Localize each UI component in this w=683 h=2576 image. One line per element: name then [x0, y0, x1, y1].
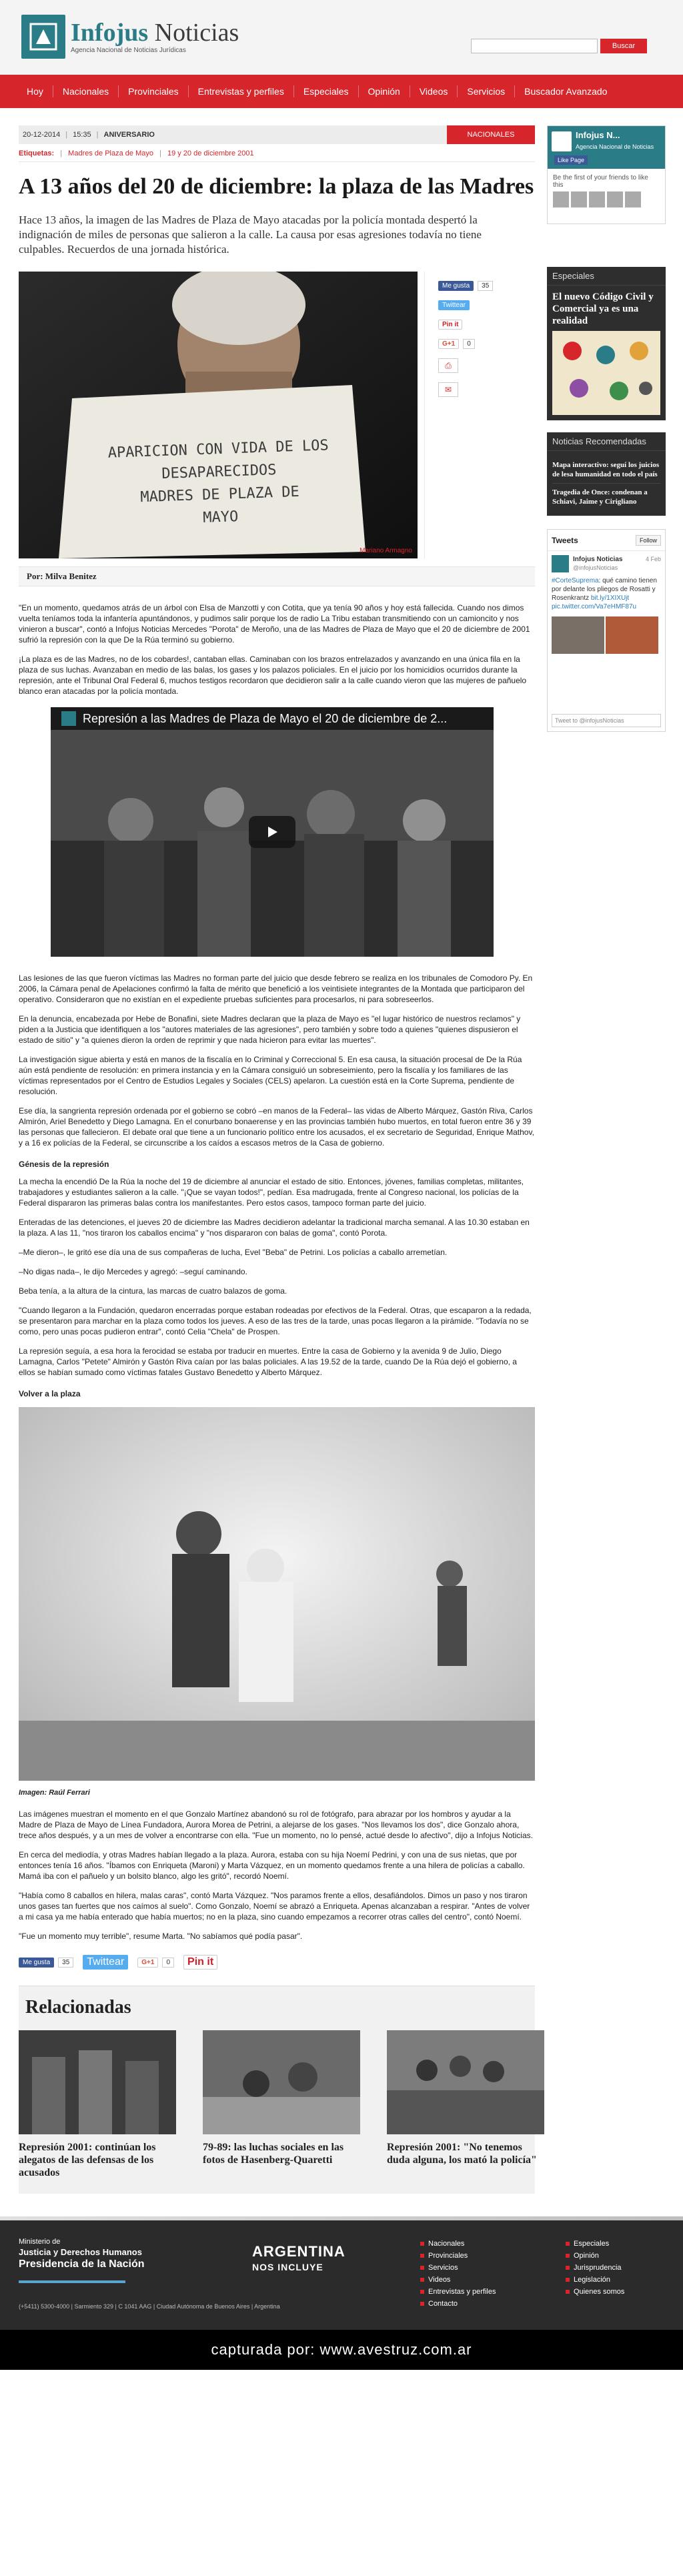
video-title: Represión a las Madres de Plaza de Mayo el 20 de diciembre de 2... [51, 707, 494, 730]
logo-title: Infojus Noticias [71, 18, 239, 47]
related-title-link[interactable]: 79-89: las luchas sociales en las fotos de Hasenberg-Quaretti [203, 2142, 344, 2166]
especiales-head: Especiales [547, 267, 666, 286]
page-logo-icon [552, 131, 572, 151]
nav-item-entrevistas[interactable]: Entrevistas y perfiles [189, 85, 294, 97]
google-plus-button[interactable]: G+1 [438, 339, 459, 349]
article-paragraph: La investigación sigue abierta y está en manos de la fiscalía en lo Criminal y Correccional 5. En esa causa, la situación procesal de De la Rúa aún está pendiente de resolución: en primera instancia y en la Cámara consiguió un sobreseimiento, pero la fiscalía y los familiares de las víctimas representados por el Centro de Estudios Legales y Sociales (CELS) apelaron. La cuestión está en la Corte Suprema, pendiente de resolución. [19, 1055, 522, 1096]
nav-item-nacionales[interactable]: Nacionales [53, 85, 119, 97]
main-nav [0, 75, 683, 108]
sign-line: MADRES DE PLAZA DE [139, 483, 300, 506]
avatar[interactable] [552, 555, 569, 572]
nav-item-hoy[interactable]: Hoy [17, 85, 53, 97]
footer-link[interactable]: Contacto [428, 2300, 458, 2308]
tweet-date: 4 Feb [645, 556, 661, 562]
protest-photo-image [19, 1407, 535, 1781]
recomendadas-box [547, 432, 666, 516]
footer-link[interactable]: Nacionales [428, 2240, 465, 2248]
article-subheading: Volver a la plaza [19, 1389, 81, 1398]
nav-item-especiales[interactable]: Especiales [294, 85, 359, 97]
search-button[interactable]: Buscar [600, 39, 647, 53]
article-paragraph: Las imágenes muestran el momento en el que Gonzalo Martínez abandonó su rol de fotógrafo, para abrazar por los hombros y ayudar a la Madre de Plaza de Mayo de Línea Fundadora, Aurora Morea de Petrini, a alejarse de los gases. "Nos llevamos los dos", dice Gonzalo ahora, trece años después, y a un mes de volver a encontrarse con ella. "Fue un momento, no lo pensé, actué desde lo afectivo", dijo a Infojus Noticias. [19, 1809, 533, 1840]
tweets-head: Tweets [552, 535, 578, 545]
article-paragraph: –No digas nada–, le dijo Mercedes y agregó: –seguí caminando. [19, 1267, 247, 1276]
sign-line: DESAPARECIDOS [161, 462, 277, 483]
tweet-link[interactable]: bit.ly/1XIXUjt pic.twitter.com/Va7eHMF87u [552, 594, 637, 610]
article-time: 15:35 [73, 131, 91, 139]
related-card[interactable] [387, 2030, 544, 2179]
twitter-share-button[interactable]: Twittear [438, 300, 470, 310]
article-body [19, 602, 535, 1942]
article-paragraph: "Había como 8 caballos en hilera, malas caras", contó Marta Vázquez. "Nos paramos frente a ellos, desafiándolos. Dimos un paso y nos tiraron unos gases tan fuertes que nos caímos al suelo". Como Gonzalo, Noemí se abrazó a Enriqueta. Apenas alcanzaban a respirar. "Antes de volver a mi casa ya me había enterado que había muertos; no en la plaza, sino cuando empezamos a recorrer otras calles del centro", contó Noemí. [19, 1891, 530, 1921]
fb-friends-text: Be the first of your friends to like this [553, 174, 648, 189]
article-paragraph: –Me dieron–, le gritó ese día una de sus compañeras de lucha, Evel "Beba" de Petrini. Los policías a caballo arremetían. [19, 1248, 448, 1257]
footer-links-col1 [420, 2238, 496, 2310]
related-card[interactable] [203, 2030, 360, 2179]
footer-argentina: ARGENTINA [252, 2243, 346, 2260]
google-plus-count: 0 [463, 339, 475, 349]
article-paragraph: En la denuncia, encabezada por Hebe de Bonafini, siete Madres declaran que la plaza de Mayo es "el lugar histórico de nuestros reclamos" y piden a la Justicia que identifiquen a los "autores materiales de las agresiones", pero también y sobre todo a quienes "quienes dispusieron el estado de sitio" y "a quienes dieron la orden de reprimir y que nada hicieron para evitar las muertes". [19, 1014, 521, 1045]
search-bar [471, 39, 647, 53]
fb-page-name[interactable]: Infojus N... [576, 130, 620, 140]
footer-link[interactable]: Entrevistas y perfiles [428, 2288, 496, 2296]
photo-caption: Imagen: Raúl Ferrari [19, 1789, 90, 1797]
article-paragraph: Ese día, la sangrienta represión ordenada por el gobierno se cobró –en manos de la Federal– las vidas de Alberto Márquez, Gastón Riva, Carlos Almirón, Ariel Benedetto y Diego Lamagna. En el conurbano bonaerense y en las provincias también hubo muertos, en total fueron entre 36 y 39 las personas que fallecieron. El debate oral que tiene a un funcionario político entre los acusados, el ex secretario de Seguridad, Enrique Mathov, y a 16 ex policías de la Federal, se circunscribe a los caídos a escasos metros de la Casa de gobierno. [19, 1106, 534, 1148]
share-bar-bottom [19, 1955, 535, 1970]
twitter-share-button[interactable]: Twittear [83, 1955, 128, 1970]
avatar[interactable] [589, 191, 605, 207]
tweet-media[interactable] [552, 616, 661, 654]
hero-credit: Mariano Armagno [360, 547, 412, 554]
twitter-follow-button[interactable]: Follow [636, 535, 661, 546]
related-section [19, 1986, 535, 2194]
logo-icon [21, 15, 65, 59]
article-paragraph: La mecha la encendió De la Rúa la noche del 19 de diciembre al anunciar el estado de sitio. Entonces, jóvenes, familias completas, militantes, trabajadores y estudiantes salieron a la calle. "¡Que se vayan todos!", pedían. Esa madrugada, frente al Congreso nacional, los policías de la Federal dispararon las primeras balas contra los manifestantes. Pero estos casos, tampoco forman parte del juicio. [19, 1177, 524, 1208]
article-kicker: ANIVERSARIO [103, 131, 155, 139]
tweet-to-input[interactable]: Tweet to @infojusNoticias [552, 714, 661, 727]
article-author: Por: Milva Benitez [19, 566, 535, 586]
nav-item-videos[interactable]: Videos [410, 85, 458, 97]
footer-link[interactable]: Jurisprudencia [574, 2264, 622, 2272]
protest-photo [19, 1407, 535, 1781]
capture-banner: capturada por: www.avestruz.com.ar [0, 2330, 683, 2370]
video-player[interactable] [51, 707, 494, 957]
pinterest-button[interactable]: Pin it [183, 1955, 217, 1970]
site-logo[interactable] [21, 15, 239, 59]
related-title-link[interactable]: Represión 2001: "No tenemos duda alguna, los mató la policía" [387, 2142, 537, 2166]
avatar[interactable] [625, 191, 641, 207]
article-main [19, 125, 535, 2194]
article-date: 20-12-2014 [23, 131, 61, 139]
google-plus-count: 0 [162, 1958, 174, 1968]
facebook-like-count: 35 [478, 281, 493, 291]
article-lead: Hace 13 años, la imagen de las Madres de Plaza de Mayo atacadas por la policía montada despertó la indignación de miles de personas que salieron a la calle. La causa por esas agresiones todavía no tiene culpables. Recuerdos de una jornada histórica. [19, 213, 482, 256]
section-badge[interactable]: NACIONALES [447, 125, 535, 144]
print-icon[interactable]: ⎙ [438, 358, 458, 373]
article-paragraph: "Cuando llegaron a la Fundación, quedaron encerradas porque estaban rodeadas por efectivos de la Federal. Otras, que escaparon a la redada, se presentaron para marchar en la plaza como todos los jueves. A eso de las tres de la tarde, unas pocas llegaron a la pirámide. "Todavía no se como, pero unas pocas pudieron entrar", contó Celia "Chela" de Prospen. [19, 1306, 532, 1336]
nav-item-servicios[interactable]: Servicios [458, 85, 515, 97]
pinterest-button[interactable]: Pin it [438, 320, 462, 330]
facebook-like-button[interactable]: Me gusta [19, 1958, 54, 1968]
related-title: Relacionadas [25, 1997, 131, 2018]
hero-photo [19, 272, 418, 558]
footer-link[interactable]: Opinión [574, 2252, 599, 2260]
mail-icon[interactable]: ✉ [438, 382, 458, 397]
footer-link[interactable]: Quienes somos [574, 2288, 625, 2296]
facebook-page-widget [547, 125, 666, 224]
footer-link[interactable]: Legislación [574, 2276, 611, 2284]
nav-item-opinion[interactable]: Opinión [359, 85, 410, 97]
footer-link[interactable]: Videos [428, 2276, 451, 2284]
fb-faces [548, 191, 665, 207]
play-icon[interactable] [249, 816, 295, 848]
especiales-box [547, 267, 666, 420]
footer-address: (+5411) 5300-4000 | Sarmiento 329 | C 1041 AAG | Ciudad Autónoma de Buenos Aires | Argentina [19, 2303, 280, 2310]
nav-item-buscador[interactable]: Buscador Avanzado [524, 86, 608, 97]
article-paragraph: La represión seguía, a esa hora la ferocidad se estaba por traducir en muertes. Entre la casa de Gobierno y la avenida 9 de Julio, Diego Lamagna, Carlos "Petete" Almirón y Gastón Riva caían por las balas policiales. A las 19.52 de la tarde, cuando De la Rúa dejó el gobierno, a ellos se habían sumado como víctimas fatales Gustavo Benedetto y Alberto Márquez. [19, 1346, 517, 1377]
especiales-image[interactable] [552, 331, 660, 415]
sidebar [547, 125, 666, 2194]
tweet-author[interactable]: Infojus Noticias [573, 556, 623, 563]
article-title: A 13 años del 20 de diciembre: la plaza de las Madres [19, 174, 534, 199]
article-tags: Etiquetas: | Madres de Plaza de Mayo | 19 y 20 de diciembre 2001 [19, 149, 535, 162]
footer-nos-incluye: NOS INCLUYE [252, 2262, 323, 2272]
article-paragraph: Las lesiones de las que fueron víctimas las Madres no forman parte del juicio que desde febrero se realiza en los tribunales de Comodoro Py. En 2006, la Cámara penal de Apelaciones confirmó la falta de mérito que benefició a los veintisiete integrantes de la Montada que participaron del operativo. Consideraron que no existían en el expediente pruebas suficientes para procesarlos, ni para sobreseerlos. [19, 973, 533, 1004]
search-input[interactable] [471, 39, 598, 53]
article-meta: 20-12-2014 | 15:35 | ANIVERSARIO NACIONALES [19, 125, 535, 144]
nav-item-provinciales[interactable]: Provinciales [119, 85, 188, 97]
recomendada-link[interactable]: Mapa interactivo: seguí los juicios de lesa humanidad en todo el país [552, 456, 660, 484]
article-paragraph: "En un momento, quedamos atrás de un árbol con Elsa de Manzotti y con Cotita, que ya tenía 90 años y hoy está fallecida. Cuando nos dimos vuelta teníamos toda la infantería apuntándonos, y pudimos salir porque los de radio La Tribu estaban transmitiendo con un camioncito y nos vinieron a buscar", contó a Infojus Noticias Mercedes "Porota" de Meroño, una de las Madres de Plaza de Mayo que el 20 de diciembre de 2001 sufrió la represión con la que De la Rúa terminó su gobierno. [19, 603, 530, 645]
article-subheading: Génesis de la represión [19, 1160, 109, 1169]
especiales-headline[interactable]: El nuevo Código Civil y Comercial ya es una realidad [552, 292, 654, 326]
tags-label: Etiquetas: [19, 149, 55, 157]
footer-ministerio: Ministerio de Justicia y Derechos Humanos Presidencia de la Nación [19, 2238, 145, 2270]
article-paragraph: En cerca del mediodía, y otras Madres habían llegado a la plaza. Aurora, estaba con su hija Noemí Pedrini, y con una de sus nietas, que por entonces tenía 16 años. "Íbamos con Enriqueta (Maroni) y Marta Vázquez, en un momento quedamos frente a una hilera de policías a caballo. Mamá iba con el pañuelo y un bolsito blanco, algo les gritó", recordó Noemí. [19, 1850, 525, 1881]
article-paragraph: Enteradas de las detenciones, el jueves 20 de diciembre las Madres decidieron adelantar la tradicional marcha semanal. A las 10.30 estaban en la plaza. A las 11, "nos tiraron los caballos encima" y "nos dispararon con balas de goma", contó Porota. [19, 1218, 530, 1238]
channel-icon [61, 711, 76, 726]
facebook-like-count: 35 [58, 1958, 73, 1968]
recomendadas-head: Noticias Recomendadas [547, 432, 666, 451]
avatar[interactable] [571, 191, 587, 207]
logo-subtitle: Agencia Nacional de Noticias Jurídicas [71, 46, 186, 54]
tweet-text: #CorteSuprema: qué camino tienen por delante los pliegos de Rosatti y Rosenkrantz bit.ly/1XIXUjt pic.twitter.com/Va7eHMF87u [552, 577, 657, 610]
related-title-link[interactable]: Represión 2001: continúan los alegatos de las defensas de los acusados [19, 2142, 156, 2178]
article-paragraph: ¡La plaza es de las Madres, no de los cobardes!, cantaban ellas. Caminaban con los brazos entrelazados y avanzando en una única fila en la plaza de sus luchas. Avanzaban en medio de las balas, los gases y los palazos policiales. En el juicio por los homicidios ocurridos durante la represión, ante el Tribunal Oral Federal 6, muchos testigos recordaron que decidieron salir a la calle cuando vieron que las mujeres de pañuelo blanco eran atacadas por la policía montada. [19, 655, 527, 696]
share-column [424, 272, 528, 558]
tweet-handle[interactable]: @infojusNoticias [573, 564, 618, 571]
facebook-like-button[interactable]: Me gusta [438, 281, 474, 291]
article-paragraph: Beba tenía, a la altura de la cintura, las marcas de cuatro balazos de goma. [19, 1286, 287, 1296]
tweet-hashtag[interactable]: #CorteSuprema [552, 577, 599, 584]
twitter-widget [547, 529, 666, 732]
recomendada-link[interactable]: Tragedia de Once: condenan a Schiavi, Jaime y Cirigliano [552, 488, 648, 506]
footer-link[interactable]: Servicios [428, 2264, 458, 2272]
sign-line: APARICION CON VIDA DE LOS [107, 437, 329, 462]
site-footer [0, 2216, 683, 2330]
fb-like-page-button[interactable]: Like Page [554, 155, 588, 165]
footer-link[interactable]: Especiales [574, 2240, 610, 2248]
related-thumbnail [19, 2030, 176, 2134]
footer-links-col2 [566, 2238, 624, 2298]
related-card[interactable] [19, 2030, 176, 2179]
google-plus-button[interactable]: G+1 [137, 1958, 158, 1968]
related-thumbnail [203, 2030, 360, 2134]
fb-page-sub: Agencia Nacional de Noticias [576, 143, 654, 150]
sign-line: MAYO [202, 508, 239, 526]
tag-link[interactable]: Madres de Plaza de Mayo [68, 149, 153, 157]
related-thumbnail [387, 2030, 544, 2134]
site-header [0, 0, 683, 75]
tag-link[interactable]: 19 y 20 de diciembre 2001 [167, 149, 254, 157]
article-paragraph: "Fue un momento muy terrible", resume Marta. "No sabíamos qué podía pasar". [19, 1931, 303, 1941]
avatar[interactable] [553, 191, 569, 207]
avatar[interactable] [607, 191, 623, 207]
footer-link[interactable]: Provinciales [428, 2252, 468, 2260]
